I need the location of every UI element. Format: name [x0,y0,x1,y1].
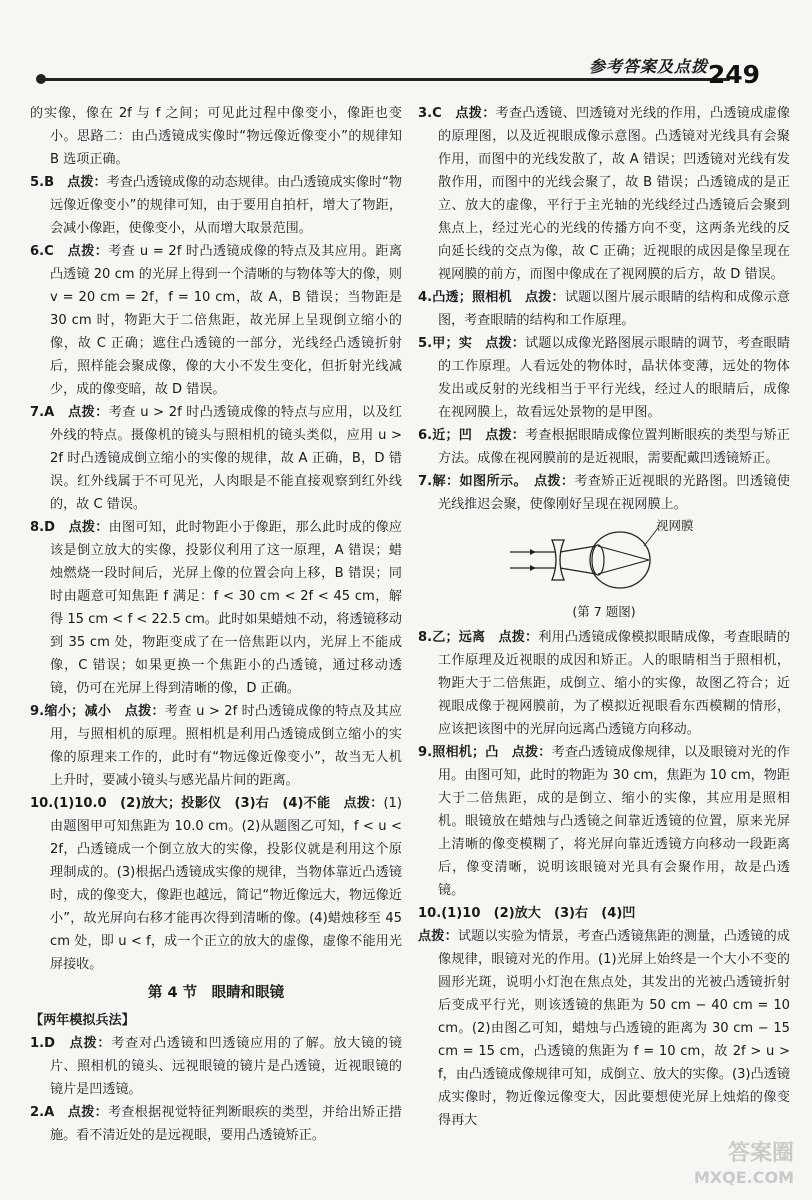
item-number: 7. [30,405,45,420]
watermark-logo-text: 答案圈 [727,1141,794,1166]
item-answer: A [44,1105,68,1120]
section-title: 第 4 节 眼睛和眼镜 [147,985,285,1001]
answer-item [30,401,402,516]
item-number: 10. [418,906,442,921]
item-tip-label: 点拨： [511,745,552,760]
item-answer: C [432,106,456,121]
item-answer: A [44,405,69,420]
item-explanation: 利用凸透镜成像模拟眼睛成像，考查眼睛的工作原理及近视眼的成因和矫正。人的眼睛相当于照相机，物距大于二倍焦距，成倒立、缩小的实像，故图乙符合；近视眼成像于视网膜前，为了模拟近视眼看东西模糊的情形，应该把该图中的光屏向远离凸透镜方向移动。 [438,630,791,737]
item-number: 5. [30,175,45,190]
figure-caption: (第 7 题图) [572,604,636,619]
answer-item [418,741,790,902]
item-explanation: 考查对凸透镜和凹透镜应用的了解。放大镜的镜片、照相机的镜头、远视眼镜的镜片是凸透镜，近视眼镜的镜片是凹透镜。 [50,1036,403,1097]
left-column [30,102,402,1147]
item-explanation: 考查根据眼睛成像位置判断眼疾的类型与矫正方法。成像在视网膜前的是近视眼，需要配戴凹透镜矫正。 [438,428,791,466]
item-number: 7. [418,474,433,489]
item-tip-label: 点拨： [67,1105,109,1120]
item-answer: (1)10.0 (2)放大；投影仪 (3)右 (4)不能 [53,796,344,811]
answer-item [418,626,790,741]
item-answer: 乙；远离 [432,630,499,645]
answer-item [30,516,402,700]
subsection-title: 【两年模拟兵法】 [30,1013,135,1028]
item-number: 2. [30,1105,45,1120]
item-explanation: 试题以图片展示眼睛的结构和成像示意图，考查眼睛的结构和工作原理。 [438,290,791,328]
item-answer: 甲；实 [432,336,486,351]
item-tip-label: 点拨： [69,1036,112,1051]
item-number: 9. [30,704,45,719]
page-number: 249 [707,60,760,89]
right-column [418,102,790,1132]
item-number: 4. [418,290,433,305]
figure-myopia-correction [418,516,790,626]
watermark-url: MXQE.COM [693,1168,794,1187]
item-tip-label: 点拨： [68,520,109,535]
item-answer: 解：如图所示。 [432,474,534,489]
answer-item [418,470,790,516]
item-number: 6. [30,244,45,259]
item-number: 1. [30,1036,45,1051]
item-answer: 缩小；减小 [44,704,125,719]
item-answer: (1)10 (2)放大 (3)右 (4)凹 [441,906,649,921]
item-tip-label: 点拨： [533,474,575,489]
item-number: 8. [418,630,433,645]
item-explanation: (1)由题图甲可知焦距为 10.0 cm。(2)从题图乙可知，f < u < 2f，凸透镜成一个倒立放大的实像，投影仪就是利用这个原理制成的。(3)根据凸透镜成实像的规律，当物体靠近凸透镜时，成的像变大，像距也越远，简记“物近像远大，物远像近小”，故光屏向右移才能再次得到清晰的像。(4)蜡烛移至 45 cm 处，即 u < f，成一个正立的放大的虚像，虚像不能用光屏接收。 [50,796,403,972]
item-explanation: 考查 u = 2f 时凸透镜成像的特点及其应用。距离凸透镜 20 cm 的光屏上得到一个清晰的与物体等大的像，则 v = 20 cm = 2f，f = 10 cm，故 A，B 错误；当物距是 30 cm 时，物距大于二倍焦距，故光屏上呈现倒立缩小的像，故 C 正确；遮住凸透镜的一部分，光线经凸透镜折射后，照样能会聚成像，像的大小不发生变化，但折射光线减少，成的像变暗，故 D 错误。 [50,244,402,397]
answer-item [30,1101,402,1147]
item-number: 10. [30,796,54,811]
item-number: 6. [418,428,433,443]
figure-label-retina: 视网膜 [656,518,694,533]
item-tip-label: 点拨： [485,428,526,443]
answer-item [418,286,790,332]
answer-item [418,332,790,424]
answer-item [30,700,402,792]
header-title: 参考答案及点拨 [588,57,708,76]
answer-item [418,424,790,470]
item-tip-label: 点拨： [67,175,107,190]
answer-item [30,1032,402,1101]
item-tip-label: 点拨： [67,244,109,259]
item-tip-label: 点拨： [525,290,565,305]
item-number: 3. [418,106,433,121]
answer-item [30,102,402,171]
item-answer: 照相机；凸 [432,745,512,760]
item-answer: C [44,244,68,259]
item-explanation: 试题以实验为情景，考查凸透镜焦距的测量，凸透镜的成像规律，眼镜对光的作用。(1)光屏上始终是一个大小不变的圆形光斑，说明小灯泡在焦点处，其发出的光被凸透镜折射后变成平行光，则该透镜的焦距为 50 cm − 40 cm = 10 cm。(2)由图乙可知，蜡烛与凸透镜的距离为 30 cm − 15 cm = 15 cm，凸透镜的焦距为 f = 10 cm，故 2f > u > f，由凸透镜成像规律可知，成倒立、放大的实像。(3)凸透镜成实像时，物近像远像变大，因此要想使光屏上烛焰的像变得再大 [438,929,791,1128]
answer-item [30,240,402,401]
item-explanation: 考查凸透镜成像的动态规律。由凸透镜成实像时“物远像近像变小”的规律可知，由于要用自拍杆，增大了物距，会减小像距，使像变小，从而增大取景范围。 [50,175,402,236]
answer-item [30,171,402,240]
item-tip-label: 点拨： [418,929,458,944]
item-explanation: 考查凸透镜、凹透镜对光线的作用，凸透镜成虚像的原理图，以及近视眼成像示意图。凸透镜对光线具有会聚作用，而图中的光线发散了，故 A 错误；凹透镜对光线有发散作用，而图中的光线会聚了，故 B 错误；凸透镜成的是正立、放大的虚像，平行于主光轴的光线经过凸透镜后会聚到焦点上，经过光心的光线的传播方向不变，这两条光线的反向延长线的交点为像，故 C 正确；近视眼的成因是像呈现在视网膜的前方，而图中像成在了视网膜的后方，故 D 错误。 [438,106,791,282]
item-explanation: 由图可知，此时物距小于像距，那么此时成的像应该是倒立放大的实像，投影仪利用了这一原理，A 错误；蜡烛燃烧一段时间后，光屏上像的位置会向上移，B 错误；同时由题意可知焦距 f 满足：f < 30 cm < 2f < 45 cm，解得 15 cm < f < 22.5 cm。此时如果蜡烛不动，将透镜移动到 35 cm 处，物距变成了在一倍焦距以内，光屏上不能成像，C 错误；如果更换一个焦距小的凸透镜，通过移动透镜，仍可在光屏上得到清晰的像，D 正确。 [50,520,403,696]
item-explanation: 考查凸透镜成像规律，以及眼镜对光的作用。由图可知，此时的物距为 30 cm，焦距为 10 cm，物距大于二倍焦距，成的是倒立、缩小的实像，其应用是照相机。眼镜放在蜡烛与凸透镜之间靠近透镜的位置，原来光屏上清晰的像变模糊了，将光屏向靠近透镜方向移动一段距离后，像变清晰，说明该眼镜对光具有会聚作用，故是凸透镜。 [438,745,791,898]
item-explanation: 考查根据视觉特征判断眼疾的类型，并给出矫正措施。看不清近处的是远视眼，要用凸透镜矫正。 [50,1105,403,1143]
item-number: 8. [30,520,45,535]
answer-item [418,902,790,925]
item-tip-label: 点拨： [485,336,526,351]
item-number: 9. [418,745,433,760]
item-answer: D [44,520,69,535]
answer-item [30,792,402,976]
item-explanation: 考查矫正近视眼的光路图。凹透镜使光线推迟会聚，使像刚好呈现在视网膜上。 [438,474,791,512]
item-number: 5. [418,336,433,351]
item-explanation: 考查 u > 2f 时凸透镜成像的特点与应用，以及红外线的特点。摄像机的镜头与照相机的镜头类似，应用 u > 2f 时凸透镜成倒立缩小的实像的规律，故 A 正确，B，D 错误。红外线属于不可见光，人肉眼是不能直接观察到红外线的，故 C 错误。 [50,405,403,512]
item-tip-label: 点拨： [498,630,539,645]
item-answer: D [44,1036,70,1051]
item-explanation: 考查 u > 2f 时凸透镜成像的特点及其应用，与照相机的原理。照相机是利用凸透镜成倒立缩小的实像的原理来工作的，此时有“物远像近像变小”，故当无人机上升时，要减小镜头与感光晶片间的距离。 [50,704,403,788]
header-rule [40,78,730,81]
item-tip-label: 点拨： [343,796,384,811]
answer-item [418,925,790,1132]
item-explanation: 的实像，像在 2f 与 f 之间；可见此过程中像变小，像距也变小。思路二：由凸透镜成实像时“物远像近像变小”的规律知 B 选项正确。 [30,106,402,167]
item-answer: B [44,175,68,190]
item-tip-label: 点拨： [124,704,165,719]
watermark [644,1142,794,1192]
item-tip-label: 点拨： [68,405,109,420]
item-answer: 凸透；照相机 [432,290,526,305]
item-explanation: 试题以成像光路图展示眼睛的调节，考查眼睛的工作原理。人看远处的物体时，晶状体变薄，远处的物体发出或反射的光线相当于平行光线，经过人的眼睛后，成像在视网膜上，故看远处景物的是甲图。 [438,336,791,420]
item-answer: 近；凹 [432,428,486,443]
answer-item [418,102,790,286]
page-header [0,0,812,100]
item-tip-label: 点拨： [455,106,496,121]
